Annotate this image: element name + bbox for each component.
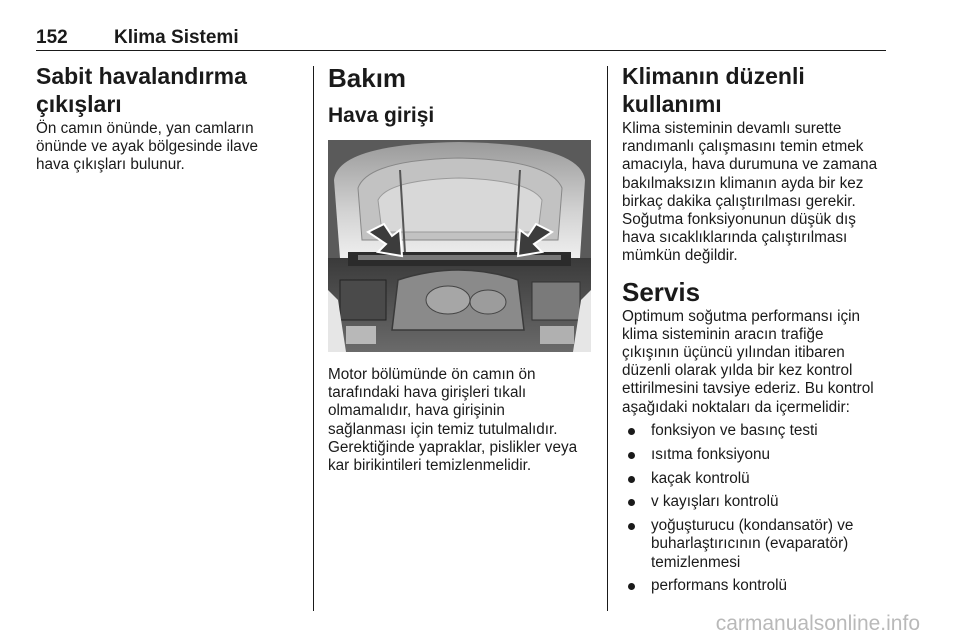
- middle-column: [328, 62, 598, 130]
- paragraph-line: klima sisteminin aracın trafiğe: [622, 325, 824, 343]
- bullet-icon: [628, 476, 635, 483]
- list-item: [622, 422, 892, 440]
- left-column: [36, 62, 306, 175]
- list-item: [622, 446, 892, 464]
- header-divider: [36, 50, 886, 51]
- subheading-air-intake: Hava girişi: [328, 104, 435, 127]
- bullet-icon: [628, 499, 635, 506]
- service-checklist: [622, 422, 892, 595]
- paragraph-line: randımanlı çalışmasını temin etmek: [622, 138, 864, 156]
- list-item: [622, 517, 892, 572]
- list-item: [622, 470, 892, 488]
- list-item-text: ısıtma fonksiyonu: [651, 446, 771, 464]
- section-heading-regular-use: Klimanın düzenli kullanımı: [622, 63, 805, 117]
- paragraph-line: aşağıdaki noktaları da içermelidir:: [622, 398, 850, 416]
- bullet-icon: [628, 523, 635, 530]
- paragraph-line: hava çıkışları bulunur.: [36, 156, 185, 174]
- list-item-text: yoğuşturucu (kondansatör) ve: [651, 517, 854, 535]
- paragraph-line: ettirilmesini tavsiye ederiz. Bu kontrol: [622, 380, 874, 398]
- list-item-text: fonksiyon ve basınç testi: [651, 422, 818, 440]
- paragraph-line: önünde ve ayak bölgesinde ilave: [36, 138, 258, 156]
- paragraph-line: Klima sisteminin devamlı surette: [622, 120, 842, 137]
- page-number: 152: [36, 27, 68, 48]
- paragraph-line: mümkün değildir.: [622, 247, 738, 265]
- list-item-text: buharlaştırıcının (evaparatör): [651, 535, 849, 553]
- paragraph-line: birkaç dakika çalıştırılması gerekir.: [622, 192, 856, 210]
- paragraph-line: hava sıcaklıklarında çalıştırılması: [622, 229, 848, 247]
- section-heading-service: Servis: [622, 276, 701, 307]
- paragraph-line: sağlanması için temiz tutulmalıdır.: [328, 420, 558, 438]
- section-heading-fixed-vents: Sabit havalandırma çıkışları: [36, 63, 247, 117]
- engine-bay-photo: [328, 140, 591, 352]
- list-item-text: kaçak kontrolü: [651, 469, 750, 487]
- paragraph-line: olmamalıdır, hava girişinin: [328, 402, 505, 420]
- paragraph-line: Optimum soğutma performansı için: [622, 307, 861, 325]
- list-item: [622, 493, 892, 511]
- bullet-icon: [628, 452, 635, 459]
- section-heading-maintenance: Bakım: [328, 63, 407, 93]
- list-item-text: performans kontrolü: [651, 577, 788, 595]
- list-item: [622, 577, 892, 595]
- paragraph-line: çıkışının üçüncü yılından itibaren: [622, 344, 845, 362]
- column-divider-right: [607, 66, 608, 611]
- watermark: carmanualsonline.info: [715, 612, 920, 635]
- page-header: [36, 27, 886, 49]
- bullet-icon: [628, 583, 635, 590]
- paragraph-line: amacıyla, hava durumuna ve zamana: [622, 156, 878, 174]
- right-column: [622, 62, 892, 595]
- paragraph-line: tarafındaki hava girişleri tıkalı: [328, 384, 527, 402]
- paragraph-line: bakılmaksızın klimanın ayda bir kez: [622, 174, 864, 192]
- bullet-icon: [628, 428, 635, 435]
- list-item-text: v kayışları kontrolü: [651, 493, 779, 511]
- paragraph-line: Motor bölümünde ön camın ön: [328, 366, 536, 383]
- paragraph-line: Soğutma fonksiyonunun düşük dış: [622, 211, 856, 229]
- chapter-title: Klima Sistemi: [114, 27, 239, 48]
- paragraph-line: kar birikintileri temizlenmelidir.: [328, 457, 532, 475]
- list-item-text: temizlenmesi: [651, 553, 741, 571]
- paragraph-line: düzenli olarak yılda bir kez kontrol: [622, 362, 853, 380]
- paragraph-line: Gerektiğinde yapraklar, pislikler veya: [328, 438, 578, 456]
- middle-column-text: [328, 366, 603, 475]
- paragraph-line: Ön camın önünde, yan camların: [36, 120, 254, 137]
- column-divider-left: [313, 66, 314, 611]
